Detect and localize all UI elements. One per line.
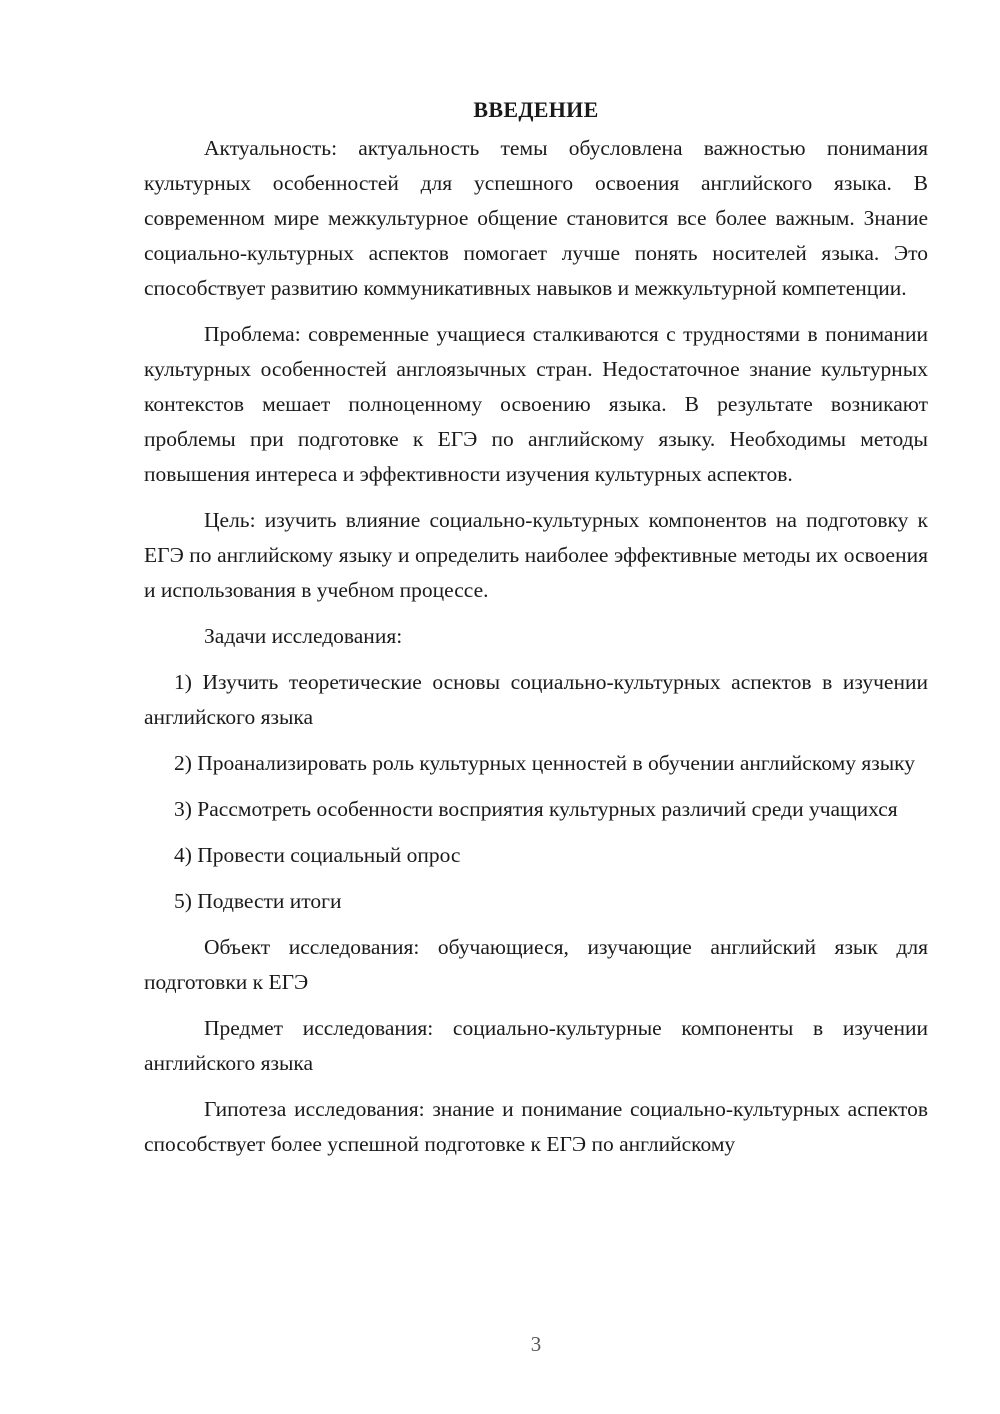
tasks-label: Задачи исследования:: [204, 624, 403, 648]
problem-paragraph: Проблема: современные учащиеся сталкиваются с трудностями в понимании культурных особенностей англоязычных стран. Недостаточное знание культурных контекстов мешает полноценному освоению языка. В результате возникают проблемы при подготовке к ЕГЭ по английскому языку. Необходимы методы повышения интереса и эффективности изучения культурных аспектов.: [144, 322, 928, 486]
list-item: 3) Рассмотреть особенности восприятия культурных различий среди учащихся: [174, 797, 898, 821]
list-item: 2) Проанализировать роль культурных ценностей в обучении английскому языку: [174, 751, 916, 775]
subject-paragraph: Предмет исследования: социально-культурные компоненты в изучении английского языка: [144, 1016, 928, 1075]
page-number: 3: [530, 1332, 542, 1356]
document-page: [144, 92, 928, 1173]
object-paragraph: Объект исследования: обучающиеся, изучающие английский язык для подготовки к ЕГЭ: [144, 935, 928, 994]
section-title: ВВЕДЕНИЕ: [473, 97, 599, 122]
list-item: 1) Изучить теоретические основы социально-культурных аспектов в изучении английского языка: [144, 670, 928, 729]
hypothesis-paragraph: Гипотеза исследования: знание и понимание социально-культурных аспектов способствует более успешной подготовке к ЕГЭ по английскому: [144, 1097, 928, 1156]
list-item: 5) Подвести итоги: [174, 889, 342, 913]
list-item: 4) Провести социальный опрос: [174, 843, 461, 867]
relevance-paragraph: Актуальность: актуальность темы обусловлена важностью понимания культурных особенностей для успешного освоения английского языка. В современном мире межкультурное общение становится все более важным. Знание социально-культурных аспектов помогает лучше понять носителей языка. Это способствует развитию коммуникативных навыков и межкультурной компетенции.: [144, 136, 928, 300]
goal-paragraph: Цель: изучить влияние социально-культурных компонентов на подготовку к ЕГЭ по английскому языку и определить наиболее эффективные методы их освоения и использования в учебном процессе.: [144, 508, 928, 602]
tasks-list: [144, 665, 928, 919]
